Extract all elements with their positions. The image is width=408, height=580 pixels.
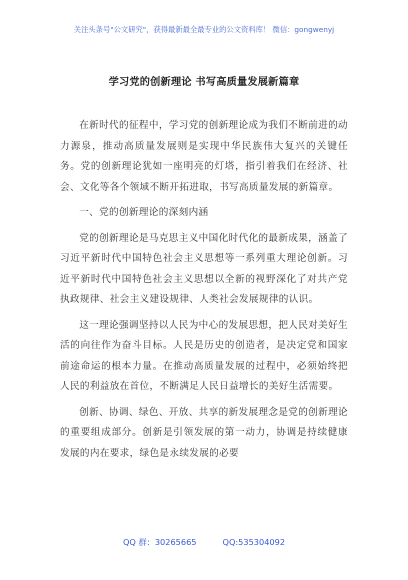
paragraph-intro: 在新时代的征程中，学习党的创新理论成为我们不断前进的动力源泉，推动高质量发展则是实现中华民族伟大复兴的关键任务。党的创新理论犹如一座明亮的灯塔，指引着我们在经济、社会、文化等各个领域不断开拓进取，书写高质量发展的新篇章。 [60, 120, 348, 193]
footer-qq: QQ:535304092 [222, 537, 286, 547]
paragraph-concepts: 创新、协调、绿色、开放、共享的新发展理念是党的创新理论的重要组成部分。创新是引领发展的第一动力，协调是持续健康发展的内在要求，绿色是永续发展的必要 [60, 406, 348, 459]
section-heading-1: 一、党的创新理论的深刻内涵 [79, 207, 209, 218]
document-title: 学习党的创新理论 书写高质量发展新篇章 [108, 77, 300, 88]
paragraph-theory: 党的创新理论是马克思主义中国化时代化的最新成果，涵盖了习近平新时代中国特色社会主义思想等一系列重大理论创新。习近平新时代中国特色社会主义思想以全新的视野深化了对共产党执政规律、社会主义建设规律、人类社会发展规律的认识。 [60, 232, 348, 305]
document-body [60, 116, 348, 469]
footer-contact [0, 537, 408, 548]
header-note: 关注头条号"公文研究"，获得最新最全最专业的公文资料库！ 微信：gongwenyj [73, 25, 335, 34]
paragraph-people: 这一理论强调坚持以人民为中心的发展思想，把人民对美好生活的向往作为奋斗目标。人民是历史的创造者，是决定党和国家前途命运的根本力量。在推动高质量发展的过程中，必须始终把人民的利益放在首位，不断满足人民日益增长的美好生活需要。 [60, 319, 348, 392]
footer-qq-group: QQ 群：30265665 [122, 537, 197, 547]
